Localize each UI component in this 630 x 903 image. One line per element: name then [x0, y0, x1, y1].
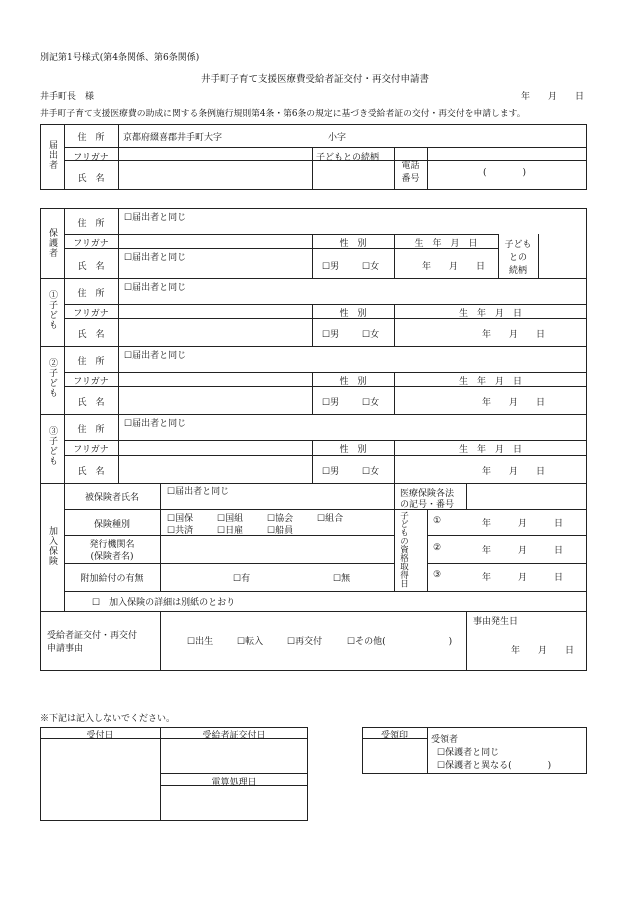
reason-birth-checkbox[interactable]: ☐出生: [187, 637, 214, 647]
applicant-phone-value[interactable]: ( ): [483, 168, 527, 178]
qual-row-1-date[interactable]: 年 月 日: [482, 519, 564, 529]
insurance-type-kokuho[interactable]: ☐国保: [167, 514, 194, 524]
insurance-type-kyokai[interactable]: ☐協会: [267, 514, 294, 524]
insurance-section-label: 加入保険: [47, 526, 57, 566]
guardian-relation-label-3: 続柄: [508, 266, 527, 276]
recipient-label: 受領者: [431, 735, 459, 745]
supplement-label: 附加給付の有無: [80, 574, 144, 584]
insurance-type-kyosai[interactable]: ☐共済: [167, 526, 194, 536]
insurance-symbol-label-2: の記号・番号: [400, 500, 455, 510]
child3-dob-value[interactable]: 年 月 日: [482, 467, 546, 477]
supplement-yes-checkbox[interactable]: ☐有: [233, 574, 251, 584]
insurance-details-checkbox[interactable]: ☐ 加入保険の詳細は別紙のとおり: [92, 598, 236, 608]
child2-address-label: 住 所: [77, 357, 105, 367]
child1-dob-label: 生 年 月 日: [458, 309, 522, 319]
issuer-label-1: 発行機関名: [89, 540, 135, 550]
qual-row-2-num: ②: [433, 543, 442, 553]
guardian-name-label: 氏 名: [77, 262, 105, 272]
child1-address-label: 住 所: [77, 289, 105, 299]
child3-sex-label: 性 別: [339, 445, 367, 455]
insurance-type-kumiai[interactable]: ☐組合: [317, 514, 344, 524]
card-issue-date-label: 受給者証交付日: [202, 731, 266, 741]
applicant-phone-label-1: 電話: [401, 161, 420, 171]
child1-male-checkbox[interactable]: ☐男: [322, 330, 340, 340]
guardian-sex-label: 性 別: [339, 239, 367, 249]
guardian-relation-label-1: 子ども: [504, 240, 532, 250]
guardian-relation-label-2: との: [508, 253, 527, 263]
applicant-address-value[interactable]: 京都府綴喜郡井手町大字: [123, 133, 223, 143]
form-number: 別記第1号様式(第4条関係、第6条関係): [40, 53, 200, 63]
applicant-koaza: 小字: [328, 133, 347, 143]
child3-female-checkbox[interactable]: ☐女: [362, 467, 380, 477]
received-date-label: 受付日: [86, 731, 114, 741]
child1-section-label: ①子ども: [47, 290, 57, 330]
qual-row-3-date[interactable]: 年 月 日: [482, 573, 564, 583]
child1-sex-label: 性 別: [339, 309, 367, 319]
guardian-furigana-label: フリガナ: [73, 239, 109, 249]
guardian-name-same-checkbox[interactable]: ☐届出者と同じ: [124, 253, 187, 263]
child3-name-label: 氏 名: [77, 467, 105, 477]
child2-male-checkbox[interactable]: ☐男: [322, 398, 340, 408]
child1-dob-value[interactable]: 年 月 日: [482, 330, 546, 340]
reason-label-2: 申請事由: [47, 644, 84, 654]
receipt-seal-label: 受領印: [380, 731, 408, 741]
qual-row-3-num: ③: [433, 570, 442, 580]
qualification-date-label: 子どもの資格取得日: [398, 511, 409, 588]
child1-furigana-label: フリガナ: [73, 309, 109, 319]
reason-reissue-checkbox[interactable]: ☐再交付: [287, 637, 323, 647]
guardian-male-checkbox[interactable]: ☐男: [322, 262, 340, 272]
child3-dob-label: 生 年 月 日: [458, 445, 522, 455]
application-statement: 井手町子育て支援医療費の助成に関する条例施行規則第4条・第6条の規定に基づき受給者証の交付・再交付を申請します。: [40, 109, 526, 119]
child3-address-label: 住 所: [77, 425, 105, 435]
applicant-section-label: 届出者: [47, 140, 57, 170]
office-use-note: ※下記は記入しないでください。: [40, 714, 176, 724]
insurance-type-kokukumi[interactable]: ☐国組: [217, 514, 244, 524]
insured-same-checkbox[interactable]: ☐届出者と同じ: [167, 487, 230, 497]
reason-label-1: 受給者証交付・再交付: [47, 631, 138, 641]
child3-male-checkbox[interactable]: ☐男: [322, 467, 340, 477]
insurance-type-hiyatoi[interactable]: ☐日雇: [217, 526, 244, 536]
child2-dob-label: 生 年 月 日: [458, 377, 522, 387]
recipient-same-checkbox[interactable]: ☐保護者と同じ: [437, 748, 500, 758]
qual-row-2-date[interactable]: 年 月 日: [482, 546, 564, 556]
insurance-symbol-label-1: 医療保険各法: [400, 489, 455, 499]
applicant-furigana-label: フリガナ: [73, 153, 109, 163]
child2-dob-value[interactable]: 年 月 日: [482, 398, 546, 408]
child1-address-same-checkbox[interactable]: ☐届出者と同じ: [124, 283, 187, 293]
qual-row-1-num: ①: [433, 516, 442, 526]
office-use-table: [40, 727, 308, 821]
insured-name-label: 被保険者氏名: [84, 493, 139, 503]
guardian-address-same-checkbox[interactable]: ☐届出者と同じ: [124, 213, 187, 223]
child2-section-label: ②子ども: [47, 358, 57, 398]
reason-date-label: 事由発生日: [473, 617, 519, 627]
insurance-type-senin[interactable]: ☐船員: [267, 526, 294, 536]
applicant-phone-label-2: 番号: [401, 174, 420, 184]
reason-move-in-checkbox[interactable]: ☐転入: [237, 637, 264, 647]
child2-female-checkbox[interactable]: ☐女: [362, 398, 380, 408]
applicant-relation-label: 子どもとの続柄: [316, 153, 380, 163]
child2-furigana-label: フリガナ: [73, 377, 109, 387]
computer-process-date-label: 電算処理日: [211, 778, 257, 788]
insurance-type-label: 保険種別: [93, 520, 130, 530]
addressee: 井手町長 様: [40, 92, 95, 102]
child1-name-label: 氏 名: [77, 330, 105, 340]
child1-female-checkbox[interactable]: ☐女: [362, 330, 380, 340]
guardian-female-checkbox[interactable]: ☐女: [362, 262, 380, 272]
child3-furigana-label: フリガナ: [73, 445, 109, 455]
applicant-address-label: 住 所: [77, 133, 105, 143]
recipient-different-checkbox[interactable]: ☐保護者と異なる( ): [437, 761, 552, 771]
guardian-dob-value[interactable]: 年 月 日: [422, 262, 486, 272]
child2-sex-label: 性 別: [339, 377, 367, 387]
guardian-dob-label: 生 年 月 日: [414, 239, 478, 249]
applicant-name-label: 氏 名: [77, 174, 105, 184]
child3-address-same-checkbox[interactable]: ☐届出者と同じ: [124, 419, 187, 429]
reason-other-checkbox[interactable]: ☐その他( ): [347, 637, 453, 647]
supplement-no-checkbox[interactable]: ☐無: [333, 574, 351, 584]
issuer-label-2: (保険者名): [90, 552, 134, 562]
child2-name-label: 氏 名: [77, 398, 105, 408]
guardian-address-label: 住 所: [77, 219, 105, 229]
application-date[interactable]: 年 月 日: [521, 92, 585, 102]
reason-date-value[interactable]: 年 月 日: [511, 646, 575, 656]
child2-address-same-checkbox[interactable]: ☐届出者と同じ: [124, 351, 187, 361]
child3-section-label: ③子ども: [47, 426, 57, 466]
guardian-section-label: 保護者: [47, 228, 57, 258]
form-title: 井手町子育て支援医療費受給者証交付・再交付申請書: [200, 74, 429, 85]
